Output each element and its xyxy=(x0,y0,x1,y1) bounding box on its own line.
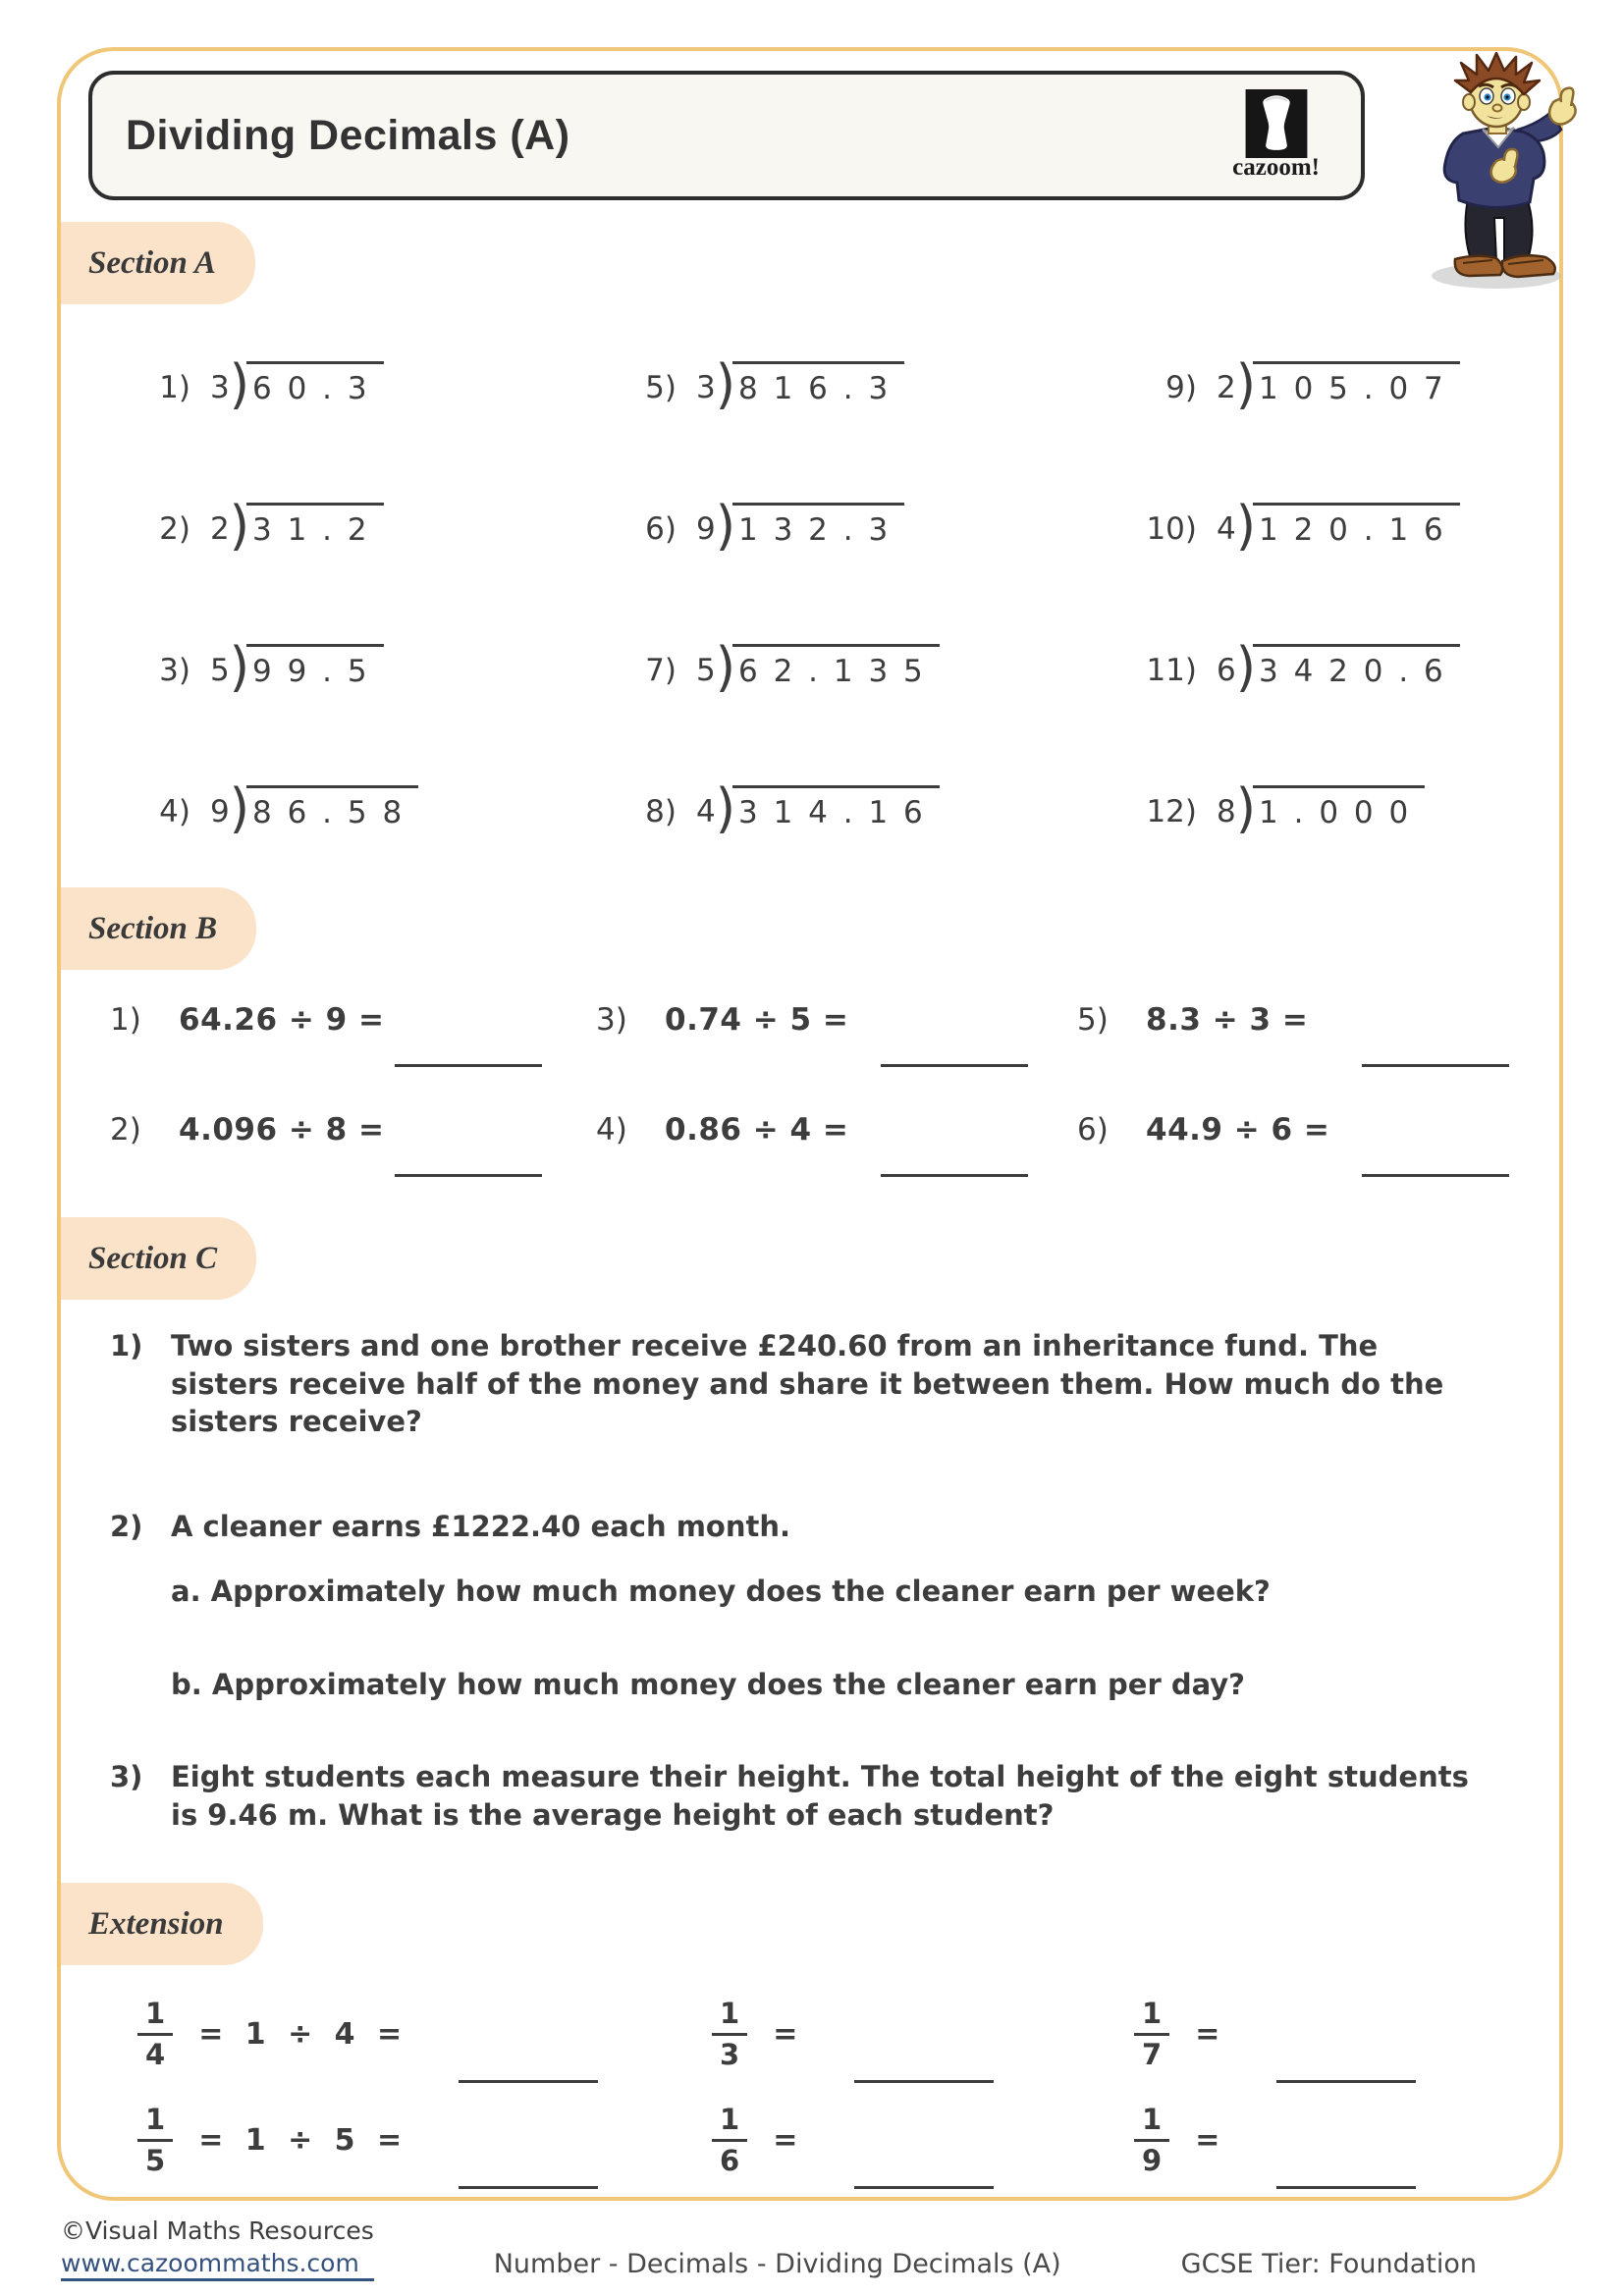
equation-text: = 1 ÷ 5 = xyxy=(198,2122,403,2158)
question-number: 3) xyxy=(596,1002,627,1038)
section-c-questions xyxy=(110,1327,1494,1835)
answer-blank[interactable] xyxy=(459,2186,598,2189)
question-number: 8) xyxy=(645,794,677,829)
question-number: 1) xyxy=(110,1002,141,1038)
fraction xyxy=(1134,1996,1169,2071)
question-number: 5) xyxy=(1077,1002,1109,1038)
question-number: 11) xyxy=(1146,653,1197,688)
extension-problems xyxy=(137,1981,1416,2193)
section-a-label: Section A xyxy=(88,244,216,281)
answer-blank[interactable] xyxy=(1362,1064,1509,1067)
question-number: 4) xyxy=(159,794,190,829)
word-problem xyxy=(110,1758,1494,1834)
answer-blank[interactable] xyxy=(1276,2080,1416,2083)
numerator: 1 xyxy=(720,1996,740,2030)
dividend: 6 2 . 1 3 5 xyxy=(732,644,940,687)
worksheet-title-box xyxy=(88,71,1365,200)
question-number: 9) xyxy=(1165,370,1197,405)
question-number: 10) xyxy=(1146,511,1197,547)
long-division-problem xyxy=(126,353,612,503)
denominator: 5 xyxy=(137,2139,173,2175)
section-b-problems xyxy=(110,1003,1329,1223)
division-bracket: ) xyxy=(229,777,250,840)
long-division-problem xyxy=(612,636,1132,785)
extension-header xyxy=(61,1883,263,1965)
division-question xyxy=(1077,1113,1329,1223)
footer-left xyxy=(61,2216,374,2281)
answer-blank[interactable] xyxy=(395,1064,542,1067)
divisor: 5 xyxy=(210,653,230,688)
division-bracket: ) xyxy=(715,777,736,840)
section-b-header xyxy=(61,887,256,970)
website-link[interactable]: www.cazoommaths.com xyxy=(61,2249,374,2281)
denominator: 3 xyxy=(712,2033,747,2069)
fraction xyxy=(1134,2102,1169,2177)
mascot-boy-illustration xyxy=(1398,51,1616,296)
fraction-question xyxy=(712,1981,1134,2087)
dividend: 1 3 2 . 3 xyxy=(732,503,904,546)
cazoom-logo xyxy=(1232,89,1320,182)
question-number: 12) xyxy=(1146,794,1197,829)
divisor: 3 xyxy=(210,370,230,405)
long-division-problem xyxy=(612,777,1132,927)
numerator: 1 xyxy=(145,2102,166,2136)
question-number: 2) xyxy=(159,511,190,547)
equation-text: = xyxy=(1195,2016,1220,2052)
long-division-problem xyxy=(1132,636,1460,785)
divisor: 6 xyxy=(1217,653,1236,688)
denominator: 9 xyxy=(1134,2139,1169,2175)
equation-text: = xyxy=(773,2122,798,2158)
division-expression: 4.096 ÷ 8 = xyxy=(179,1112,385,1148)
footer xyxy=(61,2216,1477,2281)
answer-blank[interactable] xyxy=(854,2080,994,2083)
fraction xyxy=(137,1996,173,2071)
denominator: 4 xyxy=(137,2033,173,2069)
long-division-problem xyxy=(1132,353,1460,503)
sub-question-b: b. Approximately how much money does the cleaner earn per day? xyxy=(171,1667,1245,1701)
answer-blank[interactable] xyxy=(459,2080,598,2083)
division-expression: 0.74 ÷ 5 = xyxy=(665,1002,849,1038)
topic-breadcrumb: Number - Decimals - Dividing Decimals (A) xyxy=(493,2249,1061,2279)
division-expression: 64.26 ÷ 9 = xyxy=(179,1002,385,1038)
answer-blank[interactable] xyxy=(1276,2186,1416,2189)
division-question xyxy=(110,1113,596,1223)
long-division-problem xyxy=(126,495,612,644)
numerator: 1 xyxy=(720,2102,740,2136)
dividend: 1 2 0 . 1 6 xyxy=(1253,503,1460,546)
answer-blank[interactable] xyxy=(1362,1174,1509,1177)
section-a-problems xyxy=(126,353,1460,927)
fraction xyxy=(712,2102,747,2177)
page-title: Dividing Decimals (A) xyxy=(126,111,570,159)
division-question xyxy=(1077,1003,1329,1113)
dividend: 3 4 2 0 . 6 xyxy=(1253,644,1460,687)
divisor: 5 xyxy=(696,653,716,688)
extension-label: Extension xyxy=(88,1905,224,1942)
question-text: Two sisters and one brother receive £240.60 from an inheritance fund. The sisters receive half of the money and share it between them. How much do the sisters receive? xyxy=(171,1329,1444,1439)
question-number: 6) xyxy=(645,511,677,547)
long-division-problem xyxy=(1132,495,1460,644)
question-number: 2) xyxy=(110,1112,141,1148)
divisor: 3 xyxy=(696,370,716,405)
equation-text: = xyxy=(1195,2122,1220,2158)
answer-blank[interactable] xyxy=(854,2186,994,2189)
division-bracket: ) xyxy=(715,636,736,699)
question-text: A cleaner earns £1222.40 each month. xyxy=(171,1509,791,1543)
divisor: 4 xyxy=(696,794,716,829)
denominator: 6 xyxy=(712,2139,747,2175)
division-bracket: ) xyxy=(229,495,250,558)
divisor: 4 xyxy=(1217,511,1236,547)
division-bracket: ) xyxy=(1235,495,1257,558)
question-number: 1) xyxy=(159,370,190,405)
division-bracket: ) xyxy=(715,495,736,558)
section-c-label: Section C xyxy=(88,1240,218,1276)
fraction-question xyxy=(712,2087,1134,2193)
divisor: 2 xyxy=(210,511,230,547)
section-b-label: Section B xyxy=(88,910,218,946)
long-division-problem xyxy=(126,636,612,785)
dividend: 8 6 . 5 8 xyxy=(246,785,418,828)
question-number: 2) xyxy=(110,1509,143,1543)
divisor: 8 xyxy=(1217,794,1236,829)
long-division-problem xyxy=(1132,777,1460,927)
tier-label: GCSE Tier: Foundation xyxy=(1180,2249,1477,2279)
long-division-problem xyxy=(612,353,1132,503)
numerator: 1 xyxy=(1142,2102,1163,2136)
numerator: 1 xyxy=(1142,1996,1163,2030)
fraction xyxy=(712,1996,747,2071)
sub-question-a: a. Approximately how much money does the cleaner earn per week? xyxy=(171,1575,1271,1609)
answer-blank[interactable] xyxy=(881,1174,1028,1177)
divisor: 9 xyxy=(696,511,716,547)
division-expression: 44.9 ÷ 6 = xyxy=(1146,1112,1330,1148)
equation-text: = xyxy=(773,2016,798,2052)
word-problem xyxy=(110,1327,1494,1441)
answer-blank[interactable] xyxy=(395,1174,542,1177)
dividend: 6 0 . 3 xyxy=(246,361,384,404)
answer-blank[interactable] xyxy=(881,1064,1028,1067)
divisor: 9 xyxy=(210,794,230,829)
division-expression: 0.86 ÷ 4 = xyxy=(665,1112,849,1148)
equation-text: = 1 ÷ 4 = xyxy=(198,2016,403,2052)
section-c-header xyxy=(61,1217,256,1300)
question-number: 3) xyxy=(110,1760,143,1794)
division-expression: 8.3 ÷ 3 = xyxy=(1146,1002,1309,1038)
division-bracket: ) xyxy=(1235,777,1257,840)
division-bracket: ) xyxy=(229,353,250,416)
fraction-question xyxy=(137,2087,712,2193)
copyright-text: ©Visual Maths Resources xyxy=(61,2216,374,2245)
division-question xyxy=(596,1113,1077,1223)
goblet-drum-icon xyxy=(1245,89,1308,158)
fraction-question xyxy=(1134,2087,1416,2193)
division-bracket: ) xyxy=(1235,353,1257,416)
division-bracket: ) xyxy=(1235,636,1257,699)
section-a-header xyxy=(61,222,255,304)
question-number: 6) xyxy=(1077,1112,1109,1148)
fraction xyxy=(137,2102,173,2177)
division-bracket: ) xyxy=(229,636,250,699)
division-question xyxy=(110,1003,596,1113)
question-number: 7) xyxy=(645,653,677,688)
dividend: 8 1 6 . 3 xyxy=(732,361,904,404)
fraction-question xyxy=(137,1981,712,2087)
question-number: 1) xyxy=(110,1329,143,1362)
question-number: 4) xyxy=(596,1112,627,1148)
dividend: 1 0 5 . 0 7 xyxy=(1253,361,1460,404)
division-question xyxy=(596,1003,1077,1113)
long-division-problem xyxy=(612,495,1132,644)
dividend: 3 1 4 . 1 6 xyxy=(732,785,940,828)
fraction-question xyxy=(1134,1981,1416,2087)
dividend: 9 9 . 5 xyxy=(246,644,384,687)
word-problem xyxy=(110,1508,1494,1546)
divisor: 2 xyxy=(1217,370,1236,405)
dividend: 3 1 . 2 xyxy=(246,503,384,546)
question-number: 3) xyxy=(159,653,190,688)
question-number: 5) xyxy=(645,370,677,405)
dividend: 1 . 0 0 0 xyxy=(1253,785,1425,828)
denominator: 7 xyxy=(1134,2033,1169,2069)
numerator: 1 xyxy=(145,1996,166,2030)
question-text: Eight students each measure their height. The total height of the eight students is 9.46 m. What is the average height of each student? xyxy=(171,1760,1469,1832)
division-bracket: ) xyxy=(715,353,736,416)
cazoom-logo-text: cazoom! xyxy=(1232,154,1320,181)
